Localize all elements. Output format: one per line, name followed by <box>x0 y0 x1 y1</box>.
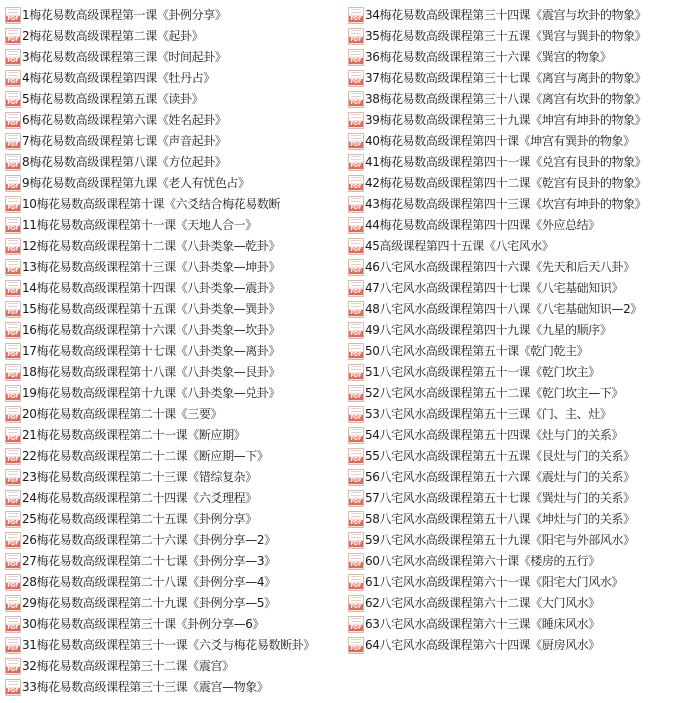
file-item[interactable] <box>348 68 680 89</box>
pdf-file-icon <box>5 175 21 192</box>
pdf-file-icon <box>5 196 21 213</box>
pdf-file-icon <box>5 7 21 24</box>
file-item[interactable] <box>5 404 340 425</box>
file-name: 37梅花易数高级课程第三十七课《离宫与离卦的物象》 <box>365 71 647 85</box>
file-name: 50八宅风水高级课程第五十课《乾门乾主》 <box>365 344 589 358</box>
file-name: 15梅花易数高级课程第十五课《八卦类象—巽卦》 <box>22 302 281 316</box>
file-item[interactable] <box>348 467 680 488</box>
file-item[interactable] <box>348 509 680 530</box>
file-list-left-column <box>5 5 340 698</box>
pdf-file-icon <box>348 280 364 297</box>
file-name: 54八宅风水高级课程第五十四课《灶与门的关系》 <box>365 428 624 442</box>
pdf-file-icon <box>348 406 364 423</box>
pdf-file-icon <box>5 217 21 234</box>
file-name: 19梅花易数高级课程第十九课《八卦类象—兑卦》 <box>22 386 281 400</box>
file-item[interactable] <box>5 383 340 404</box>
file-item[interactable] <box>348 152 680 173</box>
file-item[interactable] <box>5 362 340 383</box>
file-name: 42梅花易数高级课程第四十二课《乾宫有艮卦的物象》 <box>365 176 647 190</box>
file-item[interactable] <box>5 488 340 509</box>
file-item[interactable] <box>5 257 340 278</box>
file-item[interactable] <box>348 5 680 26</box>
pdf-file-icon <box>348 469 364 486</box>
file-name: 10梅花易数高级课程第十课《六爻结合梅花易数断 <box>22 197 281 211</box>
file-item[interactable] <box>5 320 340 341</box>
file-name: 51八宅风水高级课程第五十一课《乾门坎主》 <box>365 365 600 379</box>
pdf-file-icon <box>348 553 364 570</box>
file-name: 26梅花易数高级课程第二十六课《卦例分享—2》 <box>22 533 276 547</box>
file-item[interactable] <box>348 257 680 278</box>
pdf-file-icon <box>348 574 364 591</box>
file-item[interactable] <box>5 5 340 26</box>
file-name: 40梅花易数高级课程第四十课《坤宫有巽卦的物象》 <box>365 134 635 148</box>
file-name: 53八宅风水高级课程第五十三课《门、主、灶》 <box>365 407 612 421</box>
file-item[interactable] <box>5 635 340 656</box>
file-item[interactable] <box>348 194 680 215</box>
file-item[interactable] <box>348 26 680 47</box>
file-item[interactable] <box>5 551 340 572</box>
pdf-file-icon <box>5 70 21 87</box>
file-item[interactable] <box>5 68 340 89</box>
file-item[interactable] <box>5 593 340 614</box>
pdf-file-icon <box>5 133 21 150</box>
file-name: 7梅花易数高级课程第七课《声音起卦》 <box>22 134 227 148</box>
pdf-file-icon <box>5 427 21 444</box>
file-name: 30梅花易数高级课程第三十课《卦例分享—6》 <box>22 617 265 631</box>
file-item[interactable] <box>348 173 680 194</box>
file-name: 12梅花易数高级课程第十二课《八卦类象—乾卦》 <box>22 239 281 253</box>
file-name: 43梅花易数高级课程第四十三课《坎宫有坤卦的物象》 <box>365 197 647 211</box>
file-name: 47八宅风水高级课程第四十七课《八宅基础知识》 <box>365 281 624 295</box>
pdf-file-icon <box>348 91 364 108</box>
pdf-file-icon <box>348 70 364 87</box>
file-item[interactable] <box>5 677 340 698</box>
file-name: 33梅花易数高级课程第三十三课《震宫—物象》 <box>22 680 269 694</box>
pdf-file-icon <box>348 364 364 381</box>
pdf-file-icon <box>348 532 364 549</box>
file-name: 44梅花易数高级课程第四十四课《外应总结》 <box>365 218 600 232</box>
file-item[interactable] <box>348 446 680 467</box>
file-name: 60八宅风水高级课程第六十课《楼房的五行》 <box>365 554 600 568</box>
file-name: 23梅花易数高级课程第二十三课《错综复杂》 <box>22 470 257 484</box>
pdf-file-icon <box>348 112 364 129</box>
file-name: 3梅花易数高级课程第三课《时间起卦》 <box>22 50 227 64</box>
file-item[interactable] <box>5 656 340 677</box>
file-item[interactable] <box>5 278 340 299</box>
pdf-file-icon <box>5 154 21 171</box>
file-item[interactable] <box>348 236 680 257</box>
file-item[interactable] <box>5 467 340 488</box>
file-name: 20梅花易数高级课程第二十课《三要》 <box>22 407 223 421</box>
file-item[interactable] <box>348 341 680 362</box>
pdf-file-icon <box>348 448 364 465</box>
file-item[interactable] <box>5 131 340 152</box>
pdf-file-icon <box>5 469 21 486</box>
file-item[interactable] <box>348 215 680 236</box>
pdf-file-icon <box>5 616 21 633</box>
pdf-file-icon <box>5 406 21 423</box>
pdf-file-icon <box>5 259 21 276</box>
file-name: 22梅花易数高级课程第二十二课《断应期—下》 <box>22 449 269 463</box>
pdf-file-icon <box>5 490 21 507</box>
pdf-file-icon <box>348 28 364 45</box>
file-item[interactable] <box>348 572 680 593</box>
pdf-file-icon <box>5 322 21 339</box>
pdf-file-icon <box>5 658 21 675</box>
file-item[interactable] <box>5 152 340 173</box>
pdf-file-icon <box>348 154 364 171</box>
pdf-file-icon <box>348 490 364 507</box>
file-item[interactable] <box>348 551 680 572</box>
pdf-file-icon <box>5 91 21 108</box>
file-item[interactable] <box>5 47 340 68</box>
pdf-file-icon <box>348 385 364 402</box>
file-item[interactable] <box>5 341 340 362</box>
file-item[interactable] <box>5 446 340 467</box>
pdf-file-icon <box>5 301 21 318</box>
pdf-file-icon <box>348 301 364 318</box>
pdf-file-icon <box>5 112 21 129</box>
file-name: 13梅花易数高级课程第十三课《八卦类象—坤卦》 <box>22 260 281 274</box>
pdf-file-icon <box>348 217 364 234</box>
file-name: 5梅花易数高级课程第五课《读卦》 <box>22 92 204 106</box>
file-list-right-column <box>348 5 680 656</box>
file-name: 56八宅风水高级课程第五十六课《震灶与门的关系》 <box>365 470 635 484</box>
file-name: 58八宅风水高级课程第五十八课《坤灶与门的关系》 <box>365 512 635 526</box>
pdf-file-icon <box>5 364 21 381</box>
file-name: 48八宅风水高级课程第四十八课《八宅基础知识—2》 <box>365 302 642 316</box>
file-name: 18梅花易数高级课程第十八课《八卦类象—艮卦》 <box>22 365 281 379</box>
file-name: 57八宅风水高级课程第五十七课《巽灶与门的关系》 <box>365 491 635 505</box>
file-name: 59八宅风水高级课程第五十九课《阳宅与外部风水》 <box>365 533 635 547</box>
file-name: 52八宅风水高级课程第五十二课《乾门坎主—下》 <box>365 386 624 400</box>
file-item[interactable] <box>348 488 680 509</box>
pdf-file-icon <box>5 238 21 255</box>
file-name: 39梅花易数高级课程第三十九课《坤宫有坤卦的物象》 <box>365 113 647 127</box>
pdf-file-icon <box>348 175 364 192</box>
file-name: 4梅花易数高级课程第四课《牡丹占》 <box>22 71 215 85</box>
pdf-file-icon <box>348 595 364 612</box>
pdf-file-icon <box>5 448 21 465</box>
file-item[interactable] <box>348 320 680 341</box>
file-name: 16梅花易数高级课程第十六课《八卦类象—坎卦》 <box>22 323 281 337</box>
file-name: 63八宅风水高级课程第六十三课《睡床风水》 <box>365 617 600 631</box>
file-item[interactable] <box>348 362 680 383</box>
file-item[interactable] <box>348 110 680 131</box>
file-name: 36梅花易数高级课程第三十六课《巽宫的物象》 <box>365 50 612 64</box>
pdf-file-icon <box>5 385 21 402</box>
pdf-file-icon <box>5 637 21 654</box>
pdf-file-icon <box>348 511 364 528</box>
file-name: 17梅花易数高级课程第十七课《八卦类象—离卦》 <box>22 344 281 358</box>
pdf-file-icon <box>348 7 364 24</box>
file-name: 46八宅风水高级课程第四十六课《先天和后天八卦》 <box>365 260 635 274</box>
file-item[interactable] <box>5 236 340 257</box>
file-item[interactable] <box>5 89 340 110</box>
file-item[interactable] <box>5 173 340 194</box>
file-item[interactable] <box>348 593 680 614</box>
pdf-file-icon <box>5 679 21 696</box>
file-name: 9梅花易数高级课程第九课《老人有忧色占》 <box>22 176 250 190</box>
file-item[interactable] <box>348 47 680 68</box>
file-name: 14梅花易数高级课程第十四课《八卦类象—震卦》 <box>22 281 281 295</box>
file-name: 55八宅风水高级课程第五十五课《艮灶与门的关系》 <box>365 449 635 463</box>
file-name: 1梅花易数高级课程第一课《卦例分享》 <box>22 8 227 22</box>
file-item[interactable] <box>348 614 680 635</box>
file-item[interactable] <box>5 215 340 236</box>
file-name: 24梅花易数高级课程第二十四课《六爻理程》 <box>22 491 257 505</box>
pdf-file-icon <box>348 343 364 360</box>
pdf-file-icon <box>348 259 364 276</box>
file-item[interactable] <box>5 614 340 635</box>
file-item[interactable] <box>348 131 680 152</box>
file-name: 25梅花易数高级课程第二十五课《卦例分享》 <box>22 512 257 526</box>
pdf-file-icon <box>348 427 364 444</box>
file-item[interactable] <box>348 530 680 551</box>
file-item[interactable] <box>5 110 340 131</box>
file-name: 64八宅风水高级课程第六十四课《厨房风水》 <box>365 638 600 652</box>
file-name: 28梅花易数高级课程第二十八课《卦例分享—4》 <box>22 575 276 589</box>
file-item[interactable] <box>5 425 340 446</box>
pdf-file-icon <box>348 133 364 150</box>
file-name: 6梅花易数高级课程第六课《姓名起卦》 <box>22 113 227 127</box>
pdf-file-icon <box>5 595 21 612</box>
pdf-file-icon <box>348 49 364 66</box>
file-item[interactable] <box>348 383 680 404</box>
file-item[interactable] <box>5 572 340 593</box>
pdf-file-icon <box>348 616 364 633</box>
pdf-file-icon <box>5 280 21 297</box>
file-name: 34梅花易数高级课程第三十四课《震宫与坎卦的物象》 <box>365 8 647 22</box>
pdf-file-icon <box>348 322 364 339</box>
pdf-file-icon <box>5 553 21 570</box>
file-name: 27梅花易数高级课程第二十七课《卦例分享—3》 <box>22 554 276 568</box>
file-item[interactable] <box>348 299 680 320</box>
file-name: 2梅花易数高级课程第二课《起卦》 <box>22 29 204 43</box>
file-item[interactable] <box>5 530 340 551</box>
file-item[interactable] <box>5 299 340 320</box>
pdf-file-icon <box>5 532 21 549</box>
file-name: 11梅花易数高级课程第十一课《天地人合一》 <box>22 218 257 232</box>
file-item[interactable] <box>5 194 340 215</box>
file-name: 32梅花易数高级课程第三十二课《震宫》 <box>22 659 234 673</box>
file-name: 49八宅风水高级课程第四十九课《九星的顺序》 <box>365 323 612 337</box>
pdf-file-icon <box>5 511 21 528</box>
file-name: 31梅花易数高级课程第三十一课《六爻与梅花易数断卦》 <box>22 638 315 652</box>
file-name: 41梅花易数高级课程第四十一课《兑宫有艮卦的物象》 <box>365 155 647 169</box>
file-item[interactable] <box>348 425 680 446</box>
file-name: 21梅花易数高级课程第二十一课《断应期》 <box>22 428 246 442</box>
pdf-file-icon <box>348 637 364 654</box>
pdf-file-icon <box>348 196 364 213</box>
file-item[interactable] <box>5 509 340 530</box>
file-item[interactable] <box>348 404 680 425</box>
file-item[interactable] <box>348 89 680 110</box>
file-item[interactable] <box>5 26 340 47</box>
file-name: 61八宅风水高级课程第六十一课《阳宅大门风水》 <box>365 575 624 589</box>
pdf-file-icon <box>348 238 364 255</box>
file-item[interactable] <box>348 278 680 299</box>
file-name: 35梅花易数高级课程第三十五课《巽宫与巽卦的物象》 <box>365 29 647 43</box>
file-name: 38梅花易数高级课程第三十八课《离宫有坎卦的物象》 <box>365 92 647 106</box>
pdf-file-icon <box>5 28 21 45</box>
file-name: 45高级课程第四十五课《八宅风水》 <box>365 239 554 253</box>
file-name: 29梅花易数高级课程第二十九课《卦例分享—5》 <box>22 596 276 610</box>
file-item[interactable] <box>348 635 680 656</box>
pdf-file-icon <box>5 343 21 360</box>
pdf-file-icon <box>5 574 21 591</box>
file-name: 62八宅风水高级课程第六十二课《大门风水》 <box>365 596 600 610</box>
file-name: 8梅花易数高级课程第八课《方位起卦》 <box>22 155 227 169</box>
pdf-file-icon <box>5 49 21 66</box>
